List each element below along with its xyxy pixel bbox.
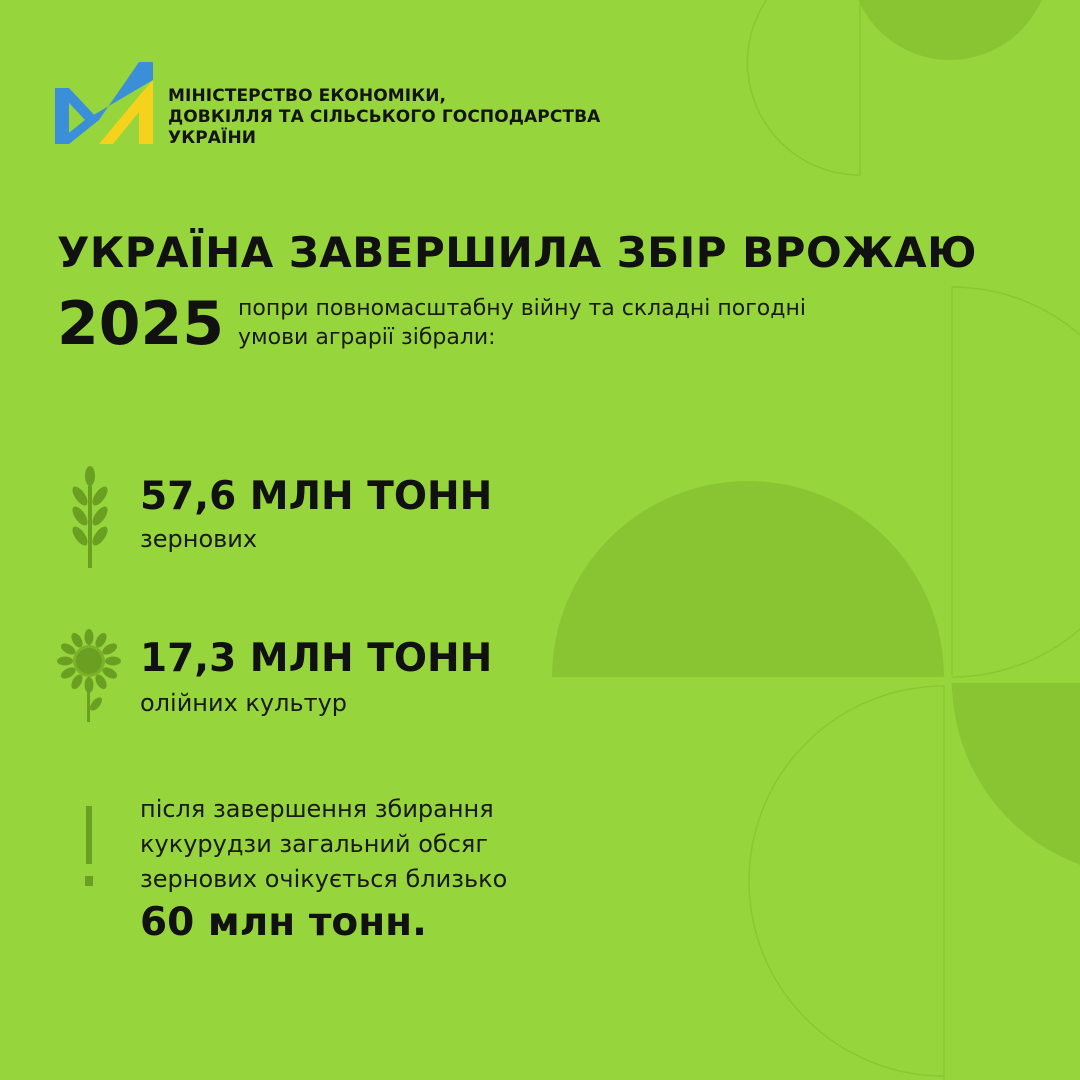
bottom-right-quarter: [952, 683, 1080, 868]
note-text: [140, 792, 507, 897]
organization-name: [168, 86, 600, 149]
grain-value: 57,6 МЛН ТОНН: [140, 474, 493, 519]
organization-line-3: УКРАЇНИ: [168, 128, 257, 148]
right-arc-outline: [952, 287, 1080, 677]
bottom-semicircle-outline: [749, 686, 944, 1076]
headline: УКРАЇНА ЗАВЕРШИЛА ЗБІР ВРОЖАЮ: [57, 228, 977, 277]
exclamation-icon: [82, 806, 96, 888]
note-emphasis: 60 млн тонн.: [140, 900, 427, 945]
oilseed-label: олійних культур: [140, 689, 348, 717]
sunflower-icon: [56, 628, 122, 722]
subtitle-line-1: попри повномасштабну війну та складні погодні: [238, 296, 806, 321]
note-line-3: зернових очікується близько: [140, 865, 508, 893]
top-semicircle-outline: [748, 0, 861, 175]
note-line-1: після завершення збирання: [140, 795, 494, 823]
oilseed-value: 17,3 МЛН ТОНН: [140, 636, 493, 681]
note-line-2: кукурудзи загальний обсяг: [140, 830, 488, 858]
subtitle-line-2: умови аграрії зібрали:: [238, 325, 496, 350]
large-half-circle: [552, 481, 944, 677]
year: 2025: [57, 289, 224, 359]
wheat-icon: [70, 466, 110, 568]
subtitle: [238, 294, 806, 352]
top-right-circle: [850, 0, 1050, 60]
ministry-logo: [55, 62, 153, 144]
organization-line-2: ДОВКІЛЛЯ ТА СІЛЬСЬКОГО ГОСПОДАРСТВА: [168, 107, 601, 127]
grain-label: зернових: [140, 525, 258, 553]
organization-line-1: МІНІСТЕРСТВО ЕКОНОМІКИ,: [168, 86, 447, 106]
